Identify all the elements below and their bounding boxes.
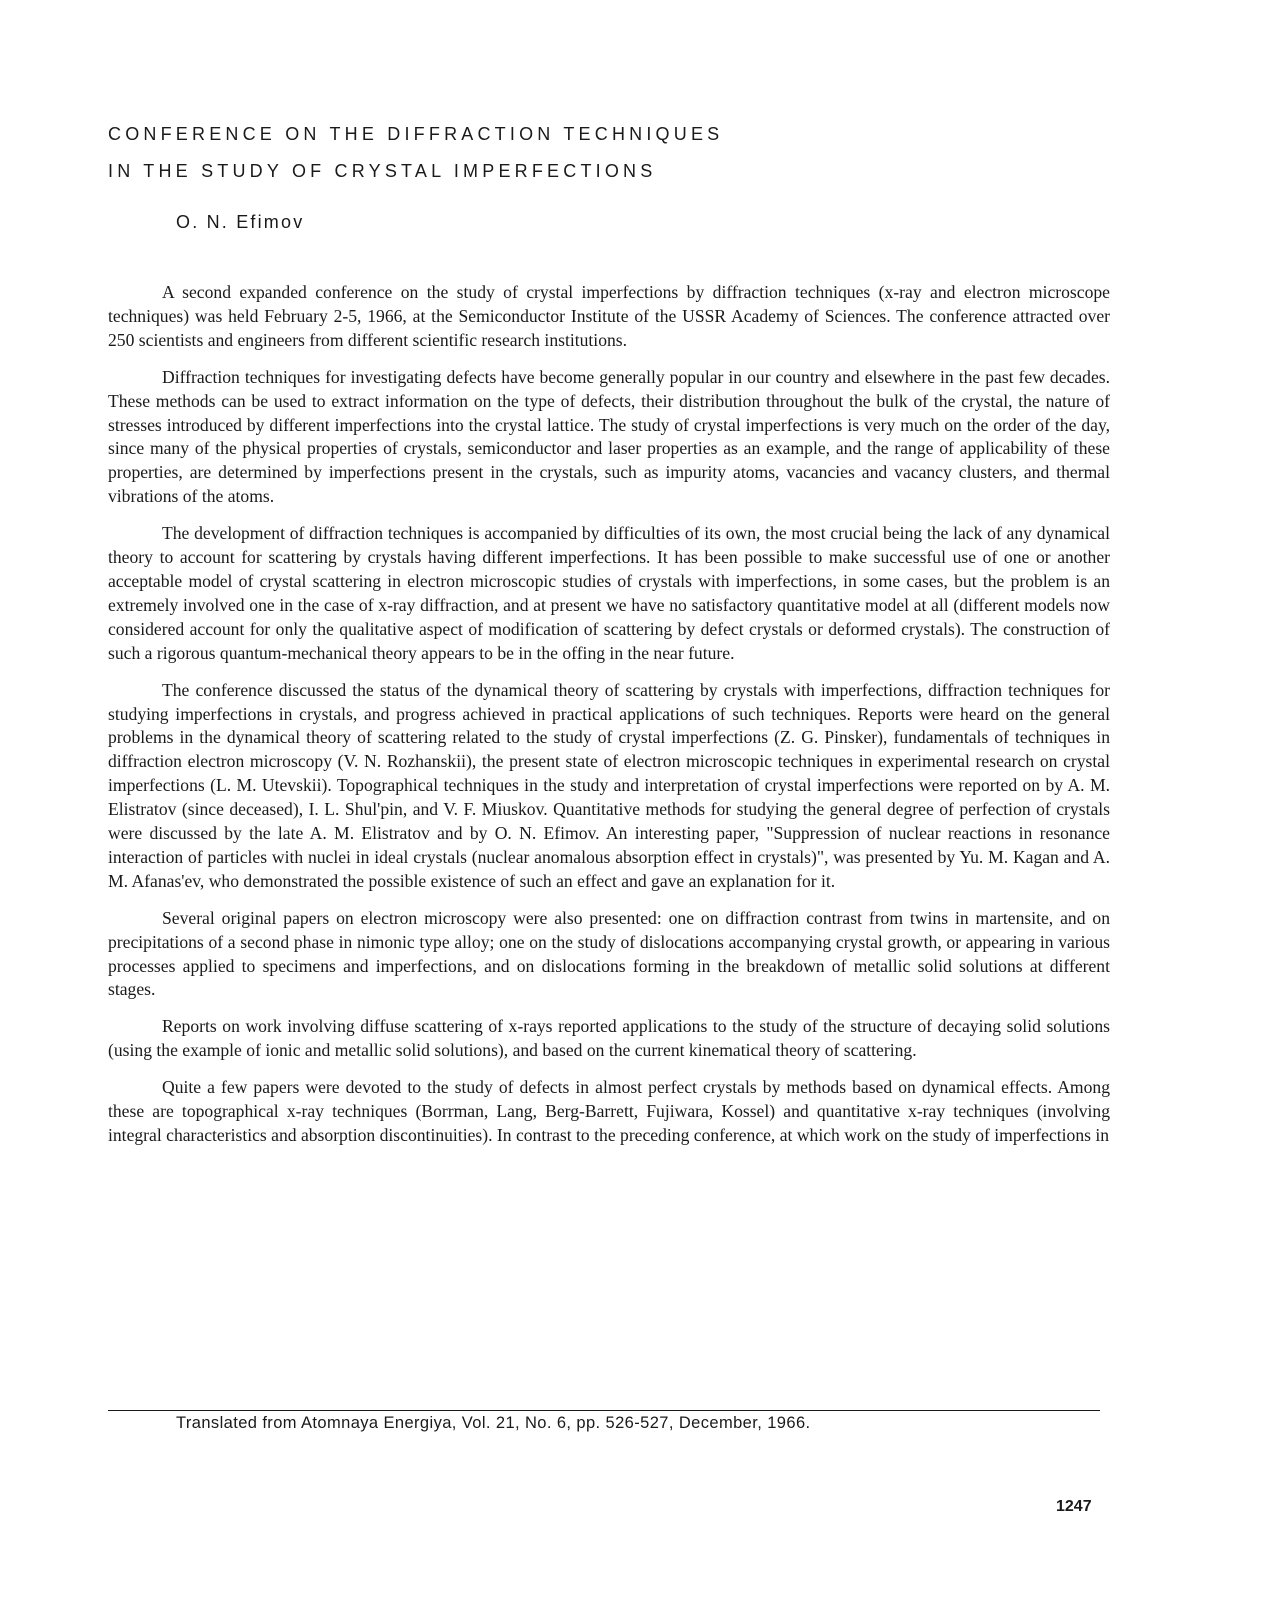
paragraph-2: Diffraction techniques for investigating defects have become generally popular in our country and elsewhere in the past few decades. These methods can be used to extract information on the type of defects, their distribution throughout the bulk of the crystal, the nature of stresses introduced by different imperfections into the crystal lattice. The study of crystal imperfections is very much on the order of the day, since many of the physical properties of crystals, semiconductor and laser properties as an example, and the range of applicability of these properties, are determined by imperfections present in the crystals, such as impurity atoms, vacancies and vacancy clusters, and thermal vibrations of the atoms. xyxy=(108,366,1110,507)
page-number: 1247 xyxy=(1056,1498,1092,1515)
paragraph-5: Several original papers on electron microscopy were also presented: one on diffraction contrast from twins in martensite, and on precipitations of a second phase in nimonic type alloy; one on the study of dislocations accompanying crystal growth, or appearing in various processes applied to specimens and imperfections, and on dislocations forming in the breakdown of metallic solid solutions at different stages. xyxy=(108,907,1110,1000)
paragraph-3: The development of diffraction techniques is accompanied by difficulties of its own, the most crucial being the lack of any dynamical theory to account for scattering by crystals having different imperfections. It has been possible to make successful use of one or another acceptable model of crystal scattering in electron microscopic studies of crystals with imperfections, in some cases, but the problem is an extremely involved one in the case of x-ray diffraction, and at present we have no satisfactory quantitative model at all (different models now considered account for only the qualitative aspect of modification of scattering by defect crystals or deformed crystals). The construction of such a rigorous quantum-mechanical theory appears to be in the offing in the near future. xyxy=(108,523,1110,663)
paragraph-7: Quite a few papers were devoted to the study of defects in almost perfect crystals by methods based on dynamical effects. Among these are topographical x-ray techniques (Borrman, Lang, Berg-Barrett, Fujiwara, Kossel) and quantitative x-ray techniques (involving integral characteristics and absorption discontinuities). In contrast to the preceding conference, at which work on the study of imperfections in xyxy=(108,1077,1110,1145)
article-title-line-2: IN THE STUDY OF CRYSTAL IMPERFECTIONS xyxy=(108,161,657,181)
author-name: O. N. Efimov xyxy=(176,212,305,232)
footnote-divider xyxy=(108,1410,1100,1411)
paragraph-6: Reports on work involving diffuse scattering of x-rays reported applications to the study of the structure of decaying solid solutions (using the example of ionic and metallic solid solutions), and based on the current kinematical theory of scattering. xyxy=(108,1016,1110,1061)
translation-footnote: Translated from Atomnaya Energiya, Vol. 21, No. 6, pp. 526-527, December, 1966. xyxy=(176,1414,811,1432)
paragraph-1: A second expanded conference on the study of crystal imperfections by diffraction techniques (x-ray and electron microscope techniques) was held February 2-5, 1966, at the Semiconductor Institute of the USSR Academy of Sciences. The conference attracted over 250 scientists and engineers from different scientific research institutions. xyxy=(108,282,1110,350)
article-title-line-1: CONFERENCE ON THE DIFFRACTION TECHNIQUES xyxy=(108,124,724,144)
article-body xyxy=(108,281,1110,1161)
paragraph-4: The conference discussed the status of the dynamical theory of scattering by crystals with imperfections, diffraction techniques for studying imperfections in crystals, and progress achieved in practical applications of such techniques. Reports were heard on the general problems in the dynamical theory of scattering related to the study of crystal imperfections (Z. G. Pinsker), fundamentals of techniques in diffraction electron microscopy (V. N. Rozhanskii), the present state of electron microscopic techniques in experimental research on crystal imperfections (L. M. Utevskii). Topographical techniques in the study and interpretation of crystal imperfections were reported on by A. M. Elistratov (since deceased), I. L. Shul'pin, and V. F. Miuskov. Quantitative methods for studying the general degree of perfection of crystals were discussed by the late A. M. Elistratov and by O. N. Efimov. An interesting paper, "Suppression of nuclear reactions in resonance interaction of particles with nuclei in ideal crystals (nuclear anomalous absorption effect in crystals)", was presented by Yu. M. Kagan and A. M. Afanas'ev, who demonstrated the possible existence of such an effect and gave an explanation for it. xyxy=(108,679,1110,891)
